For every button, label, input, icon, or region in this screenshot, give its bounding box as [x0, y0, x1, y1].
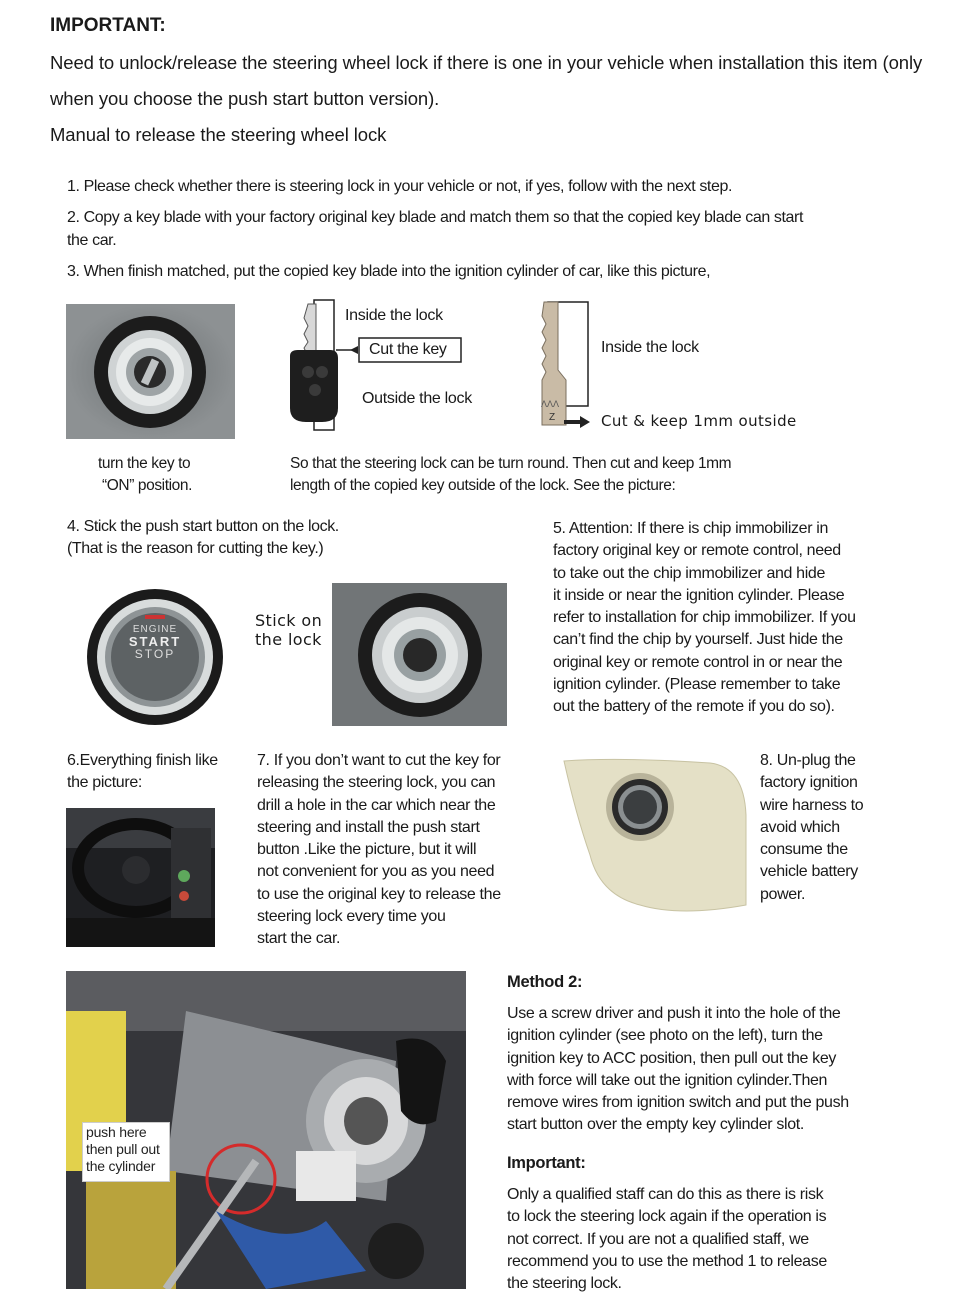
step-8-line: wire harness to [760, 796, 864, 814]
panel-with-button-photo [560, 755, 750, 920]
method-2-line: with force will take out the ignition cylinder.Then [507, 1071, 828, 1089]
label-outside-lock: Outside the lock [362, 390, 472, 407]
method-2-line: ignition cylinder (see photo on the left), turn the [507, 1027, 823, 1045]
button-text-engine: ENGINE [132, 624, 178, 635]
method-2-line: Use a screw driver and push it into the hole of the [507, 1005, 841, 1022]
label-cut-the-key: Cut the key [369, 341, 447, 358]
step-5-line: original key or remote control in or near the [553, 653, 843, 671]
label-inside-lock-2: Inside the lock [601, 339, 699, 356]
step-7-line: steering and install the push start [257, 818, 480, 836]
label-stick-on: Stick on [255, 611, 323, 630]
push-label [86, 1124, 160, 1175]
important-body [507, 1184, 827, 1295]
step-6-line: the picture: [67, 774, 142, 792]
caption-turn-key-1: turn the key to [98, 455, 191, 472]
header-line-1: Need to unlock/release the steering wheel lock if there is one in your vehicle when installation this item (only [50, 52, 923, 73]
step-7-line: drill a hole in the car which near the [257, 796, 496, 814]
step-5-line: 5. Attention: If there is chip immobilizer in [553, 520, 829, 537]
button-text-start: START [128, 634, 182, 649]
step-8-line: consume the [760, 841, 848, 859]
step-7-line: releasing the steering lock, you can [257, 774, 496, 792]
key-mark-top: ΛΛΛ [541, 399, 560, 409]
step-7-line: to use the original key to release the [257, 885, 501, 903]
step-6 [67, 750, 218, 795]
push-label-line: then pull out [86, 1141, 160, 1157]
method-2-title: Method 2: [507, 973, 583, 991]
method-2-line: ignition key to ACC position, then pull out the key [507, 1049, 837, 1067]
step-5-line: to take out the chip immobilizer and hide [553, 564, 826, 582]
step-8-line: avoid which [760, 818, 840, 836]
step-5-line: it inside or near the ignition cylinder. Please [553, 586, 845, 604]
important-heading: IMPORTANT: [50, 15, 166, 36]
step-6-line: 6.Everything finish like [67, 752, 218, 769]
step-5-line: out the battery of the remote if you do so). [553, 698, 835, 716]
step-4-line-2: (That is the reason for cutting the key.) [67, 540, 324, 557]
step-5-line: ignition cylinder. (Please remember to take [553, 676, 841, 694]
step-7-line: not convenient for you as you need [257, 863, 495, 881]
step-5-line: factory original key or remote control, need [553, 542, 841, 560]
ignition-lock-photo-2 [332, 583, 507, 726]
step-7 [257, 750, 501, 951]
caption-turn-key-2: “ON” position. [102, 477, 193, 494]
push-label-line: the cylinder [86, 1158, 156, 1174]
step-2-line-1: 2. Copy a key blade with your factory original key blade and match them so that the copied key blade can start [67, 209, 803, 226]
important-line: not correct. If you are not a qualified staff, we [507, 1230, 809, 1248]
label-the-lock: the lock [255, 630, 322, 649]
step-8-line: power. [760, 885, 806, 903]
caption-so-that-1: So that the steering lock can be turn round. Then cut and keep 1mm [290, 455, 732, 472]
key-mark-bottom: Z [549, 412, 556, 423]
header-line-3: Manual to release the steering wheel lock [50, 124, 387, 145]
label-inside-lock-1: Inside the lock [345, 307, 443, 324]
step-5 [553, 518, 856, 719]
important-line: to lock the steering lock again if the operation is [507, 1208, 827, 1226]
step-7-line: steering lock every time you [257, 908, 446, 926]
method-2-line: remove wires from ignition switch and put the push [507, 1094, 849, 1112]
important-line: recommend you to use the method 1 to release [507, 1252, 827, 1270]
step-8-line: factory ignition [760, 774, 858, 792]
step-7-line: start the car. [257, 930, 341, 948]
step-2-line-2: the car. [67, 232, 117, 249]
step-4-line-1: 4. Stick the push start button on the lock. [67, 518, 339, 535]
step-7-line: button .Like the picture, but it will [257, 841, 477, 859]
label-cut-keep-1mm: Cut & keep 1mm outside [601, 412, 797, 430]
ignition-lock-photo [66, 304, 235, 439]
step-5-line: can’t find the chip by yourself. Just hide the [553, 631, 843, 649]
key-blade-diagram [536, 300, 596, 435]
method-2-body [507, 1003, 849, 1137]
header-line-2: when you choose the push start button version). [50, 88, 440, 109]
step-1: 1. Please check whether there is steering lock in your vehicle or not, if yes, follow with the next step. [67, 178, 733, 195]
important-subtitle: Important: [507, 1154, 586, 1172]
button-text-stop: STOP [134, 647, 176, 661]
method-2-line: start button over the empty key cylinder slot. [507, 1116, 804, 1134]
push-label-line: push here [86, 1124, 147, 1140]
step-7-line: 7. If you don’t want to cut the key for [257, 752, 501, 769]
important-line: the steering lock. [507, 1275, 622, 1293]
step-5-line: refer to installation for chip immobilizer. If you [553, 609, 856, 627]
important-line: Only a qualified staff can do this as there is risk [507, 1186, 824, 1203]
dashboard-photo [66, 808, 215, 947]
caption-so-that-2: length of the copied key outside of the lock. See the picture: [290, 477, 676, 494]
step-8-line: vehicle battery [760, 863, 858, 881]
step-8 [760, 750, 863, 906]
step-8-line: 8. Un-plug the [760, 752, 856, 769]
step-3: 3. When finish matched, put the copied key blade into the ignition cylinder of car, like this picture, [67, 263, 711, 280]
